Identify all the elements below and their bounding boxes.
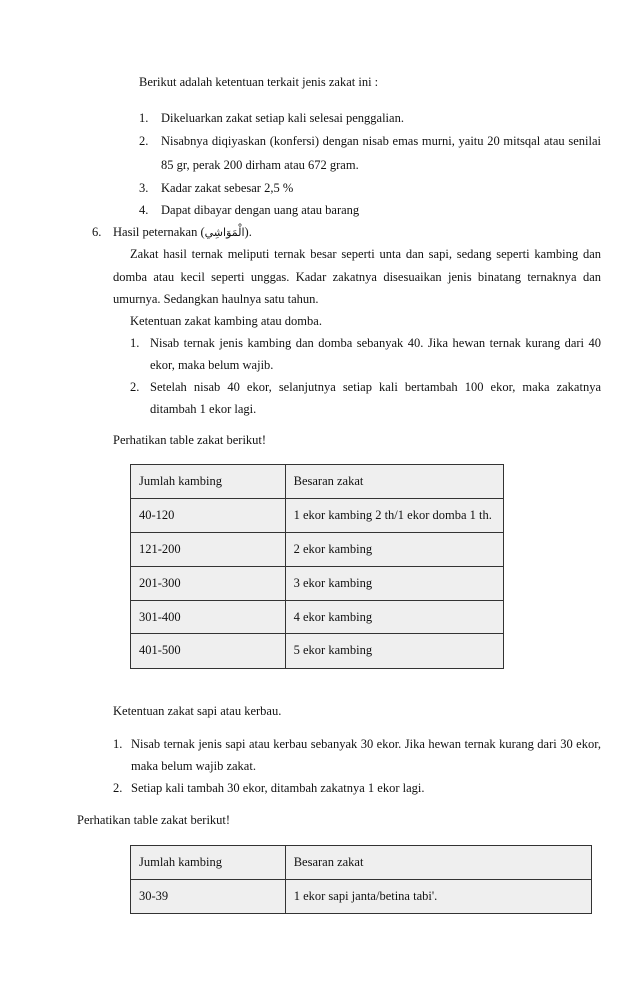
list-number: 3. (139, 181, 149, 195)
table-cell: 1 ekor kambing 2 th/1 ekor domba 1 th. (285, 499, 503, 533)
list-item: Dapat dibayar dengan uang atau barang (161, 203, 360, 217)
goat-heading: Ketentuan zakat kambing atau domba. (130, 314, 322, 328)
table-header-cell: Jumlah kambing (131, 465, 286, 499)
table-header-row (131, 846, 592, 880)
list-item-continuation: 85 gr, perak 200 dirham atau 672 gram. (161, 158, 359, 172)
list-number: 2. (113, 781, 123, 795)
table-cell: 201-300 (131, 567, 286, 601)
list-item-continuation: ekor, maka belum wajib. (150, 358, 274, 372)
table-cell: 3 ekor kambing (285, 567, 503, 601)
table-header-cell: Besaran zakat (285, 846, 591, 880)
table-cell: 1 ekor sapi janta/betina tabi'. (285, 880, 591, 914)
list-item: Setiap kali tambah 30 ekor, ditambah zakatnya 1 ekor lagi. (131, 781, 425, 795)
section-title-end: ). (244, 225, 252, 239)
table-cell: 301-400 (131, 601, 286, 634)
list-item: Nisabnya diqiyaskan (konfersi) dengan nisab emas murni, yaitu 20 mitsqal atau senilai (161, 134, 601, 148)
section-title: Hasil peternakan ( (113, 225, 205, 239)
table-cell: 121-200 (131, 533, 286, 567)
section-number: 6. (92, 225, 102, 239)
section-heading (113, 224, 252, 241)
cow-zakat-table (130, 845, 592, 914)
list-number: 4. (139, 203, 149, 217)
table-intro: Perhatikan table zakat berikut! (113, 433, 267, 447)
paragraph-line: domba atau kecil seperti unggas. Kadar zakatnya disesuaikan jenis binatang ternaknya dan (113, 270, 601, 284)
goat-zakat-table (130, 464, 504, 669)
list-item: Kadar zakat sebesar 2,5 % (161, 181, 294, 195)
list-number: 1. (130, 336, 140, 350)
list-item: Dikeluarkan zakat setiap kali selesai penggalian. (161, 111, 404, 125)
table-row (131, 567, 504, 601)
table-header-cell: Besaran zakat (285, 465, 503, 499)
table-cell: 2 ekor kambing (285, 533, 503, 567)
list-item-continuation: maka belum wajib zakat. (131, 759, 256, 773)
table-cell: 30-39 (131, 880, 286, 914)
table-row (131, 499, 504, 533)
list-number: 1. (113, 737, 123, 751)
list-number: 2. (139, 134, 149, 148)
list-item: Nisab ternak jenis sapi atau kerbau sebanyak 30 ekor. Jika hewan ternak kurang dari 30 ekor, (131, 737, 601, 751)
arabic-term: الْمَوَاشِي (204, 226, 245, 239)
paragraph-line: Zakat hasil ternak meliputi ternak besar seperti unta dan sapi, sedang seperti kambing dan (130, 247, 601, 261)
list-item-continuation: ditambah 1 ekor lagi. (150, 402, 257, 416)
table-intro: Perhatikan table zakat berikut! (77, 813, 231, 827)
cow-heading: Ketentuan zakat sapi atau kerbau. (113, 704, 282, 718)
table-cell: 401-500 (131, 634, 286, 669)
table-cell: 40-120 (131, 499, 286, 533)
list-item: Nisab ternak jenis kambing dan domba sebanyak 40. Jika hewan ternak kurang dari 40 (150, 336, 601, 350)
table-cell: 4 ekor kambing (285, 601, 503, 634)
list-number: 1. (139, 111, 149, 125)
table-header-cell: Jumlah kambing (131, 846, 286, 880)
table-cell: 5 ekor kambing (285, 634, 503, 669)
list-item: Setelah nisab 40 ekor, selanjutnya setiap kali bertambah 100 ekor, maka zakatnya (150, 380, 601, 394)
list-number: 2. (130, 380, 140, 394)
table-row (131, 601, 504, 634)
paragraph-line: umurnya. Sedangkan haulnya satu tahun. (113, 292, 319, 306)
table-row (131, 880, 592, 914)
table-row (131, 533, 504, 567)
table-row (131, 634, 504, 669)
intro-text: Berikut adalah ketentuan terkait jenis zakat ini : (139, 75, 379, 89)
table-header-row (131, 465, 504, 499)
